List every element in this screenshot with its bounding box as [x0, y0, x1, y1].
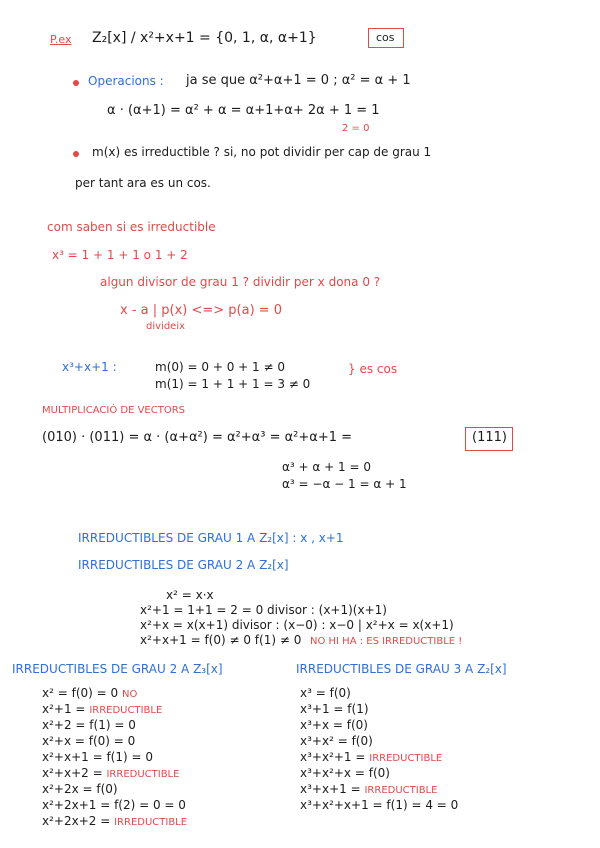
poly-note: } es cos — [348, 362, 398, 376]
how-title: com saben si es irreductible — [47, 220, 216, 234]
how-line-1: x³ = 1 + 1 + 1 o 1 + 2 — [52, 248, 188, 262]
how-line-2: algun divisor de grau 1 ? dividir per x dona 0 ? — [100, 275, 381, 289]
z2-row: x² = x·x — [166, 588, 214, 602]
poly-m0: m(0) = 0 + 0 + 1 ≠ 0 — [155, 360, 285, 374]
operations-label: Operacions : — [88, 74, 164, 88]
list-item: x³ = f(0) — [300, 686, 351, 700]
vectors-result: (111) — [472, 430, 507, 445]
how-line-3-note: divideix — [146, 321, 186, 332]
list-item: x³+x² = f(0) — [300, 734, 373, 748]
z2-row: x²+1 = 1+1 = 2 = 0 divisor : (x+1)(x+1) — [140, 603, 387, 617]
irreducible-line-1: m(x) es irreductible ? si, no pot dividir per cap de grau 1 — [92, 145, 432, 159]
list-item: x² = f(0) = 0 NO — [42, 686, 138, 700]
list-item: x³+x = f(0) — [300, 718, 368, 732]
bullet-icon — [73, 151, 79, 157]
z2-note: NO HI HA : ES IRREDUCTIBLE ! — [310, 636, 463, 647]
poly-lhs: x³+x+1 : — [62, 360, 117, 374]
poly-m1: m(1) = 1 + 1 + 1 = 3 ≠ 0 — [155, 377, 311, 391]
vectors-sub-2: α³ = −α − 1 = α + 1 — [282, 477, 407, 491]
z3-left-title: IRREDUCTIBLES DE GRAU 2 A Z₃[x] — [12, 662, 223, 676]
vectors-title: MULTIPLICACIÓ DE VECTORS — [42, 405, 185, 416]
list-item: x²+2x = f(0) — [42, 782, 118, 796]
z2-row: x²+x = x(x+1) divisor : (x−0) : x−0 | x²+x = x(x+1) — [140, 618, 454, 632]
list-item: x²+x+1 = f(1) = 0 — [42, 750, 153, 764]
vectors-line: (010) · (011) = α · (α+α²) = α²+α³ = α²+α+1 = — [42, 430, 353, 445]
z3-right-title: IRREDUCTIBLES DE GRAU 3 A Z₂[x] — [296, 662, 507, 676]
list-item: x³+x²+x+1 = f(1) = 4 = 0 — [300, 798, 459, 812]
list-item: x²+1 = IRREDUCTIBLE — [42, 702, 163, 716]
irreducible-line-2: per tant ara es un cos. — [75, 176, 211, 190]
quotient-ring-title: Z₂[x] / x²+x+1 = {0, 1, α, α+1} — [92, 30, 317, 46]
operations-note: 2 = 0 — [342, 123, 370, 134]
operations-line-1: ja se que α²+α+1 = 0 ; α² = α + 1 — [186, 73, 411, 88]
z2-row: x²+x+1 = f(0) ≠ 0 f(1) ≠ 0 — [140, 633, 302, 647]
example-prefix: P.ex — [50, 33, 72, 46]
list-item: x³+x²+1 = IRREDUCTIBLE — [300, 750, 443, 764]
cos-label: cos — [376, 31, 395, 44]
how-line-3: x - a | p(x) <=> p(a) = 0 — [120, 303, 283, 318]
list-item: x³+x²+x = f(0) — [300, 766, 390, 780]
list-item: x²+x+2 = IRREDUCTIBLE — [42, 766, 180, 780]
z2-degree-2-title: IRREDUCTIBLES DE GRAU 2 A Z₂[x] — [78, 558, 289, 572]
list-item: x²+2x+2 = IRREDUCTIBLE — [42, 814, 188, 828]
operations-line-2: α · (α+1) = α² + α = α+1+α+ 2α + 1 = 1 — [107, 103, 380, 118]
list-item: x³+1 = f(1) — [300, 702, 369, 716]
list-item: x²+2x+1 = f(2) = 0 = 0 — [42, 798, 186, 812]
vectors-sub-1: α³ + α + 1 = 0 — [282, 460, 371, 474]
list-item: x²+2 = f(1) = 0 — [42, 718, 136, 732]
bullet-icon — [73, 80, 79, 86]
list-item: x³+x+1 = IRREDUCTIBLE — [300, 782, 438, 796]
list-item: x²+x = f(0) = 0 — [42, 734, 136, 748]
z2-degree-1-line: IRREDUCTIBLES DE GRAU 1 A Z₂[x] : x , x+1 — [78, 531, 344, 545]
